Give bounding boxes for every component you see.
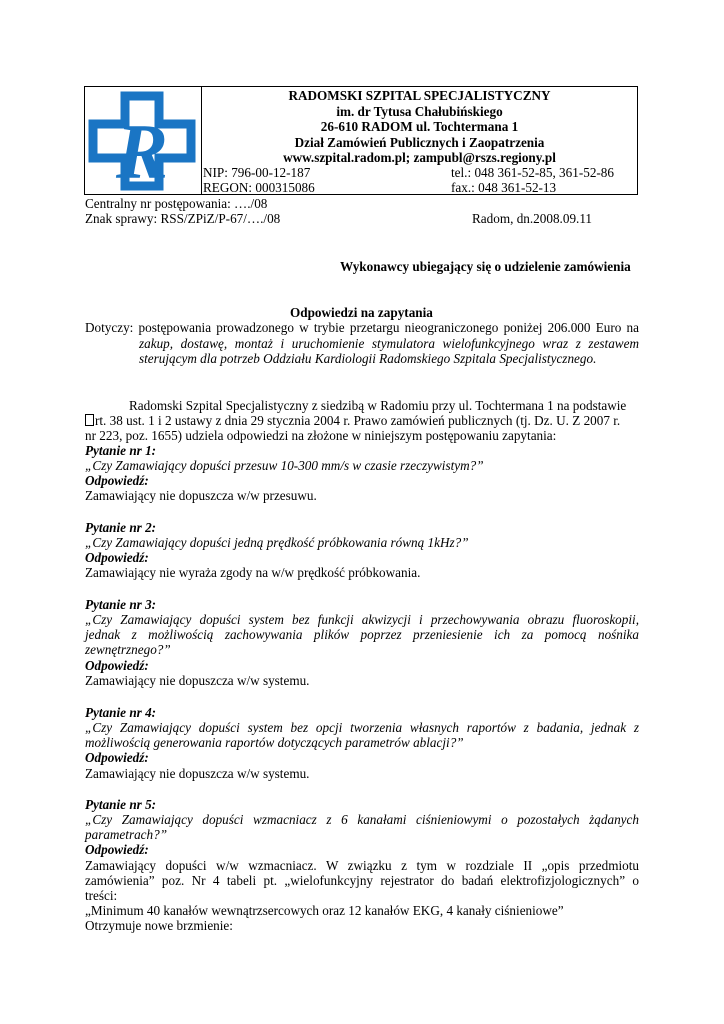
q5-answer-line-4: „Minimum 40 kanałów wewnątrzsercowych oraz 12 kanałów EKG, 4 kanały ciśnieniowe” — [85, 903, 564, 918]
letterhead-box — [84, 86, 638, 195]
q2-answer-label: Odpowiedź: — [85, 550, 149, 565]
org-address: 26-610 RADOM ul. Tochtermana 1 — [320, 119, 519, 134]
org-web-email: www.szpital.radom.pl; zampubl@rszs.regiony.pl — [283, 150, 556, 165]
q5-question-line-2: parametrach?” — [85, 827, 168, 842]
q1-question: „Czy Zamawiający dopuści przesuw 10-300 mm/s w czasie rzeczywistym?” — [85, 458, 484, 473]
q5-answer-label: Odpowiedź: — [85, 842, 149, 857]
org-patron: im. dr Tytusa Chałubińskiego — [336, 104, 503, 119]
subject-line-2: zakup, dostawę, montaż i uruchomienie stymulatora wielofunkcyjnego wraz z zestawem — [139, 336, 639, 351]
q1-answer: Zamawiający nie dopuszcza w/w przesuwu. — [85, 488, 317, 503]
svg-text:R: R — [115, 108, 169, 192]
intro-line-1: Radomski Szpital Specjalistyczny z siedzibą w Radomiu przy ul. Tochtermana 1 na podstawie — [129, 398, 627, 413]
q3-answer: Zamawiający nie dopuszcza w/w systemu. — [85, 673, 310, 688]
q4-label: Pytanie nr 4: — [85, 705, 157, 720]
q3-label: Pytanie nr 3: — [85, 597, 157, 612]
subject-line-1: Dotyczy: postępowania prowadzonego w trybie przetargu nieograniczonego poniżej 206.000 Euro na — [85, 320, 639, 335]
fax: fax.: 048 361-52-13 — [451, 180, 557, 195]
q5-answer-line-5: Otrzymuje nowe brzmienie: — [85, 918, 233, 933]
letterhead-info — [202, 87, 637, 194]
central-number: Centralny nr postępowania: …./08 — [85, 196, 268, 211]
q4-answer-label: Odpowiedź: — [85, 750, 149, 765]
q5-label: Pytanie nr 5: — [85, 797, 157, 812]
q4-question-line-2: możliwością generowania raportów dotyczących parametrów ablacji?” — [85, 735, 464, 750]
q5-question-line-1: „Czy Zamawiający dopuści wzmacniacz z 6 kanałami ciśnieniowymi o pozostałych żądanych — [85, 812, 639, 827]
q1-label: Pytanie nr 1: — [85, 443, 157, 458]
intro-line-2 — [85, 413, 620, 429]
q3-question-line-1: „Czy Zamawiający dopuści system bez funkcji akwizycji i przechowywania obrazu fluoroskopii, — [85, 612, 639, 627]
org-department: Dział Zamówień Publicznych i Zaopatrzenia — [294, 135, 545, 150]
org-name: RADOMSKI SZPITAL SPECJALISTYCZNY — [288, 88, 551, 103]
q1-answer-label: Odpowiedź: — [85, 473, 149, 488]
subject-line-3: sterującym dla potrzeb Oddziału Kardiologii Radomskiego Szpitala Specjalistycznego. — [139, 351, 597, 366]
intro-line-3: nr 223, poz. 1655) udziela odpowiedzi na złożone w niniejszym postępowaniu zapytania: — [85, 428, 557, 443]
q2-answer: Zamawiający nie wyraża zgody na w/w prędkość próbkowania. — [85, 565, 421, 580]
q5-answer-line-1: Zamawiający dopuści w/w wzmacniacz. W związku z tym w rozdziale II „opis przedmiotu — [85, 858, 639, 873]
nip: NIP: 796-00-12-187 — [203, 165, 311, 180]
q3-answer-label: Odpowiedź: — [85, 658, 149, 673]
case-number: Znak sprawy: RSS/ZPiZ/P-67/…./08 — [85, 211, 281, 226]
regon: REGON: 000315086 — [203, 180, 315, 195]
q2-question: „Czy Zamawiający dopuści jedną prędkość próbkowania równą 1kHz?” — [85, 535, 469, 550]
logo-cell — [85, 87, 202, 194]
tel: tel.: 048 361-52-85, 361-52-86 — [451, 165, 614, 180]
hospital-logo-icon — [87, 90, 199, 192]
q3-question-line-3: zewnętrznego?” — [85, 642, 171, 657]
place-date: Radom, dn.2008.09.11 — [472, 211, 593, 226]
missing-glyph-icon — [85, 414, 94, 426]
q4-answer: Zamawiający nie dopuszcza w/w systemu. — [85, 766, 310, 781]
intro-line-2-text: rt. 38 ust. 1 i 2 ustawy z dnia 29 stycznia 2004 r. Prawo zamówień publicznych (tj. Dz. U. Z 2007 r. — [95, 413, 621, 428]
document-title: Odpowiedzi na zapytania — [290, 305, 433, 320]
q3-question-line-2: jednak z możliwością zachowywania plików poprzez przeniesienie ich za pomocą nośnika — [85, 627, 639, 642]
q4-question-line-1: „Czy Zamawiający dopuści system bez opcji tworzenia własnych raportów z badania, jednak z — [85, 720, 639, 735]
addressee: Wykonawcy ubiegający się o udzielenie zamówienia — [340, 259, 631, 274]
q2-label: Pytanie nr 2: — [85, 520, 157, 535]
q5-answer-line-3: treści: — [85, 888, 118, 903]
q5-answer-line-2: zamówienia” poz. Nr 4 tabeli pt. „wielofunkcyjny rejestrator do badań elektrofizjologicznych” o — [85, 873, 639, 888]
